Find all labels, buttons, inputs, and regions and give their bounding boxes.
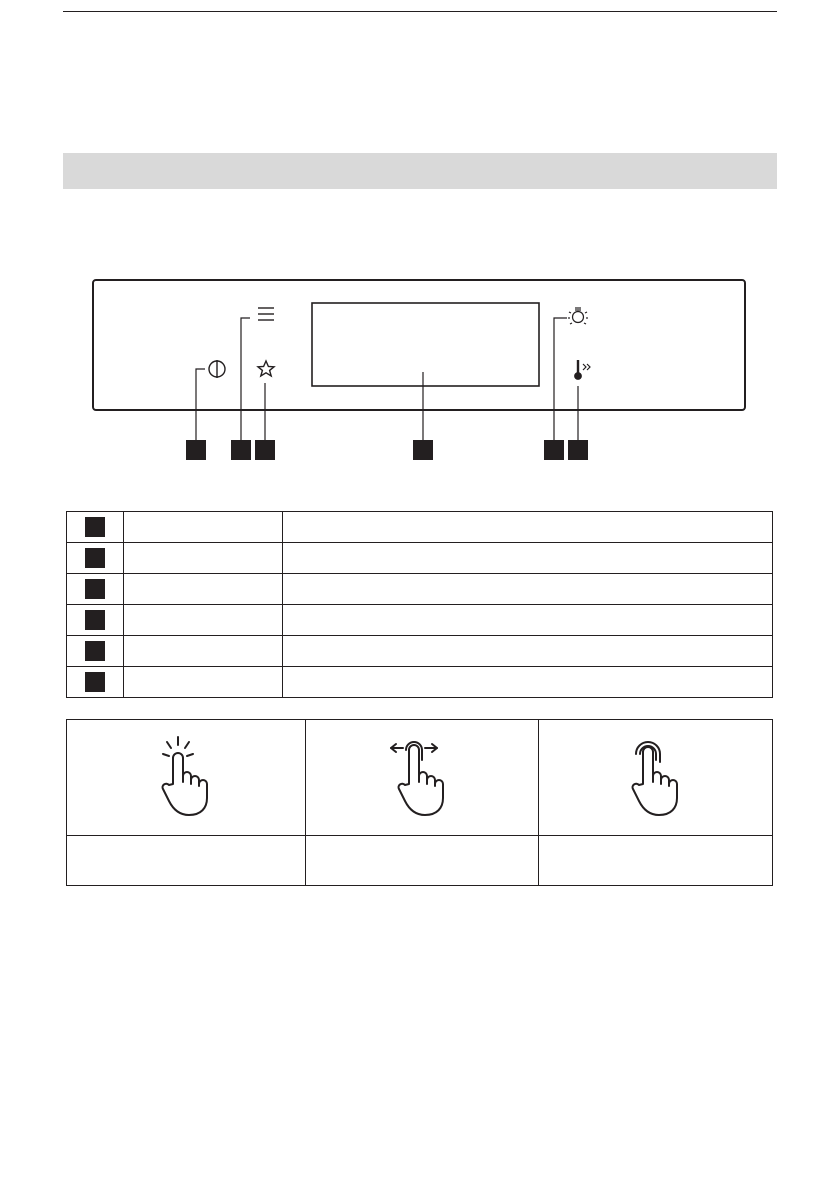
callout-marker-5 — [544, 440, 564, 460]
table-row — [67, 605, 773, 636]
callout-marker-3 — [255, 440, 275, 460]
gesture-cell-tap — [67, 720, 306, 836]
gesture-cell-slide — [306, 720, 539, 836]
row-number-marker — [85, 517, 105, 537]
gesture-table — [66, 719, 773, 886]
power-icon — [209, 360, 225, 378]
row-function — [124, 667, 283, 698]
callout-marker-2 — [231, 440, 251, 460]
menu-icon — [258, 308, 274, 320]
parts-table — [66, 511, 773, 698]
display — [312, 303, 539, 386]
gesture-icon-row — [67, 720, 773, 836]
table-row — [67, 636, 773, 667]
row-description — [283, 667, 773, 698]
row-number-marker — [85, 579, 105, 599]
row-description — [283, 574, 773, 605]
gesture-label-row — [67, 836, 773, 886]
press-hold-gesture-icon — [621, 732, 691, 818]
row-description — [283, 636, 773, 667]
tap-gesture-icon — [151, 732, 221, 818]
table-row — [67, 543, 773, 574]
favourite-icon — [258, 361, 274, 376]
callout-marker-4 — [413, 440, 433, 460]
gesture-label-tap — [67, 836, 306, 886]
section-heading-bar — [63, 153, 777, 189]
table-row — [67, 574, 773, 605]
callout-leader-lines — [196, 318, 578, 440]
fast-heat-up-icon — [575, 360, 590, 379]
row-number-marker — [85, 610, 105, 630]
gesture-label-press-hold — [539, 836, 773, 886]
callout-marker-1 — [186, 440, 206, 460]
row-number-marker — [85, 641, 105, 661]
row-function — [124, 605, 283, 636]
table-row — [67, 512, 773, 543]
control-panel-diagram — [0, 270, 839, 470]
row-description — [283, 512, 773, 543]
row-function — [124, 636, 283, 667]
callout-marker-6 — [568, 440, 588, 460]
row-number-marker — [85, 672, 105, 692]
control-panel-outline — [93, 280, 745, 410]
slide-gesture-icon — [387, 732, 457, 818]
gesture-cell-press-hold — [539, 720, 773, 836]
row-description — [283, 605, 773, 636]
row-function — [124, 574, 283, 605]
table-row — [67, 667, 773, 698]
row-function — [124, 512, 283, 543]
row-function — [124, 543, 283, 574]
lamp-icon — [568, 308, 588, 324]
row-number-marker — [85, 548, 105, 568]
gesture-label-slide — [306, 836, 539, 886]
row-description — [283, 543, 773, 574]
top-rule — [63, 11, 777, 12]
